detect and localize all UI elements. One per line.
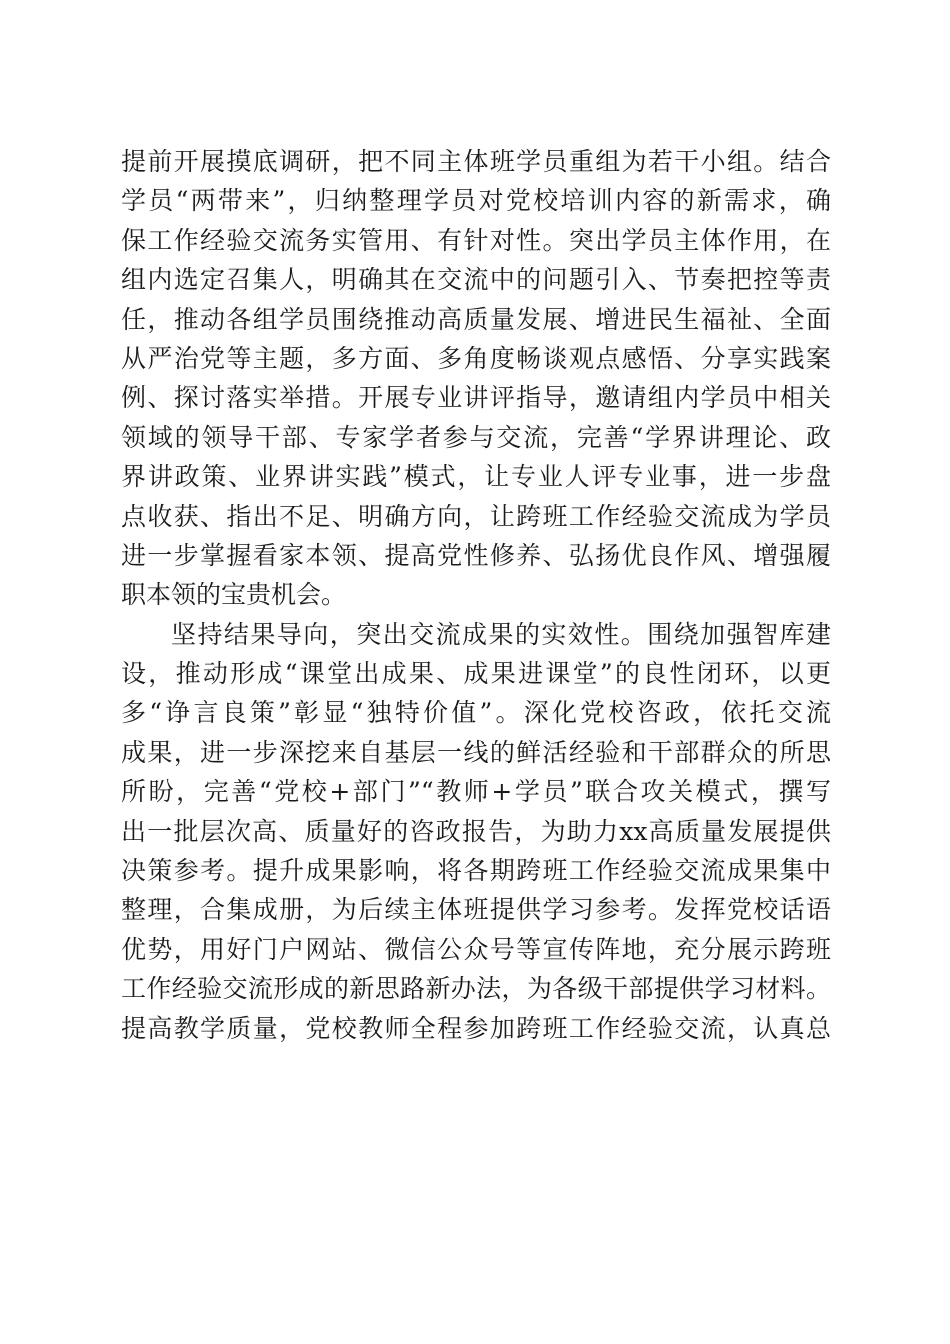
text-line: 点收获、指出不足、明确方向，让跨班工作经验交流成为学员 (121, 501, 831, 531)
text-line: 界讲政策、业界讲实践”模式，让专业人评专业事，进一步盘 (121, 462, 831, 492)
text-line: 整理，合集成册，为后续主体班提供学习参考。发挥党校话语 (121, 895, 831, 925)
paragraph-1 (121, 142, 831, 615)
text-line: 决策参考。提升成果影响，将各期跨班工作经验交流成果集中 (121, 856, 831, 886)
text-line: 提高教学质量，党校教师全程参加跨班工作经验交流，认真总 (121, 1013, 831, 1043)
text-line: 进一步掌握看家本领、提高党性修养、弘扬优良作风、增强履 (121, 540, 831, 570)
text-line: 出一批层次高、质量好的咨政报告，为助力xx高质量发展提供 (121, 816, 831, 846)
text-line: 学员“两带来”，归纳整理学员对党校培训内容的新需求，确 (121, 186, 831, 216)
text-line: 组内选定召集人，明确其在交流中的问题引入、节奏把控等责 (121, 265, 831, 295)
body-text (121, 142, 831, 1048)
text-line: 例、探讨落实举措。开展专业讲评指导，邀请组内学员中相关 (121, 383, 831, 413)
text-line: 从严治党等主题，多方面、多角度畅谈观点感悟、分享实践案 (121, 343, 831, 373)
text-line: 优势，用好门户网站、微信公众号等宣传阵地，充分展示跨班 (121, 934, 831, 964)
paragraph-2 (121, 615, 831, 1048)
text-line: 坚持结果导向，突出交流成果的实效性。围绕加强智库建 (171, 619, 831, 649)
text-line: 所盼，完善“党校+部门”“教师+学员”联合攻关模式，撰写 (121, 777, 831, 807)
text-line: 领域的领导干部、专家学者参与交流，完善“学界讲理论、政 (121, 422, 831, 452)
text-line: 成果，进一步深挖来自基层一线的鲜活经验和干部群众的所思 (121, 737, 831, 767)
text-line: 多“诤言良策”彰显“独特价值”。深化党校咨政，依托交流 (121, 698, 831, 728)
text-line: 任，推动各组学员围绕推动高质量发展、增进民生福祉、全面 (121, 304, 831, 334)
text-line: 职本领的宝贵机会。 (121, 580, 347, 610)
text-line: 提前开展摸底调研，把不同主体班学员重组为若干小组。结合 (121, 147, 831, 176)
text-line: 设，推动形成“课堂出成果、成果进课堂”的良性闭环，以更 (121, 659, 831, 689)
text-line: 工作经验交流形成的新思路新办法，为各级干部提供学习材料。 (121, 974, 831, 1004)
text-line: 保工作经验交流务实管用、有针对性。突出学员主体作用，在 (121, 225, 831, 255)
